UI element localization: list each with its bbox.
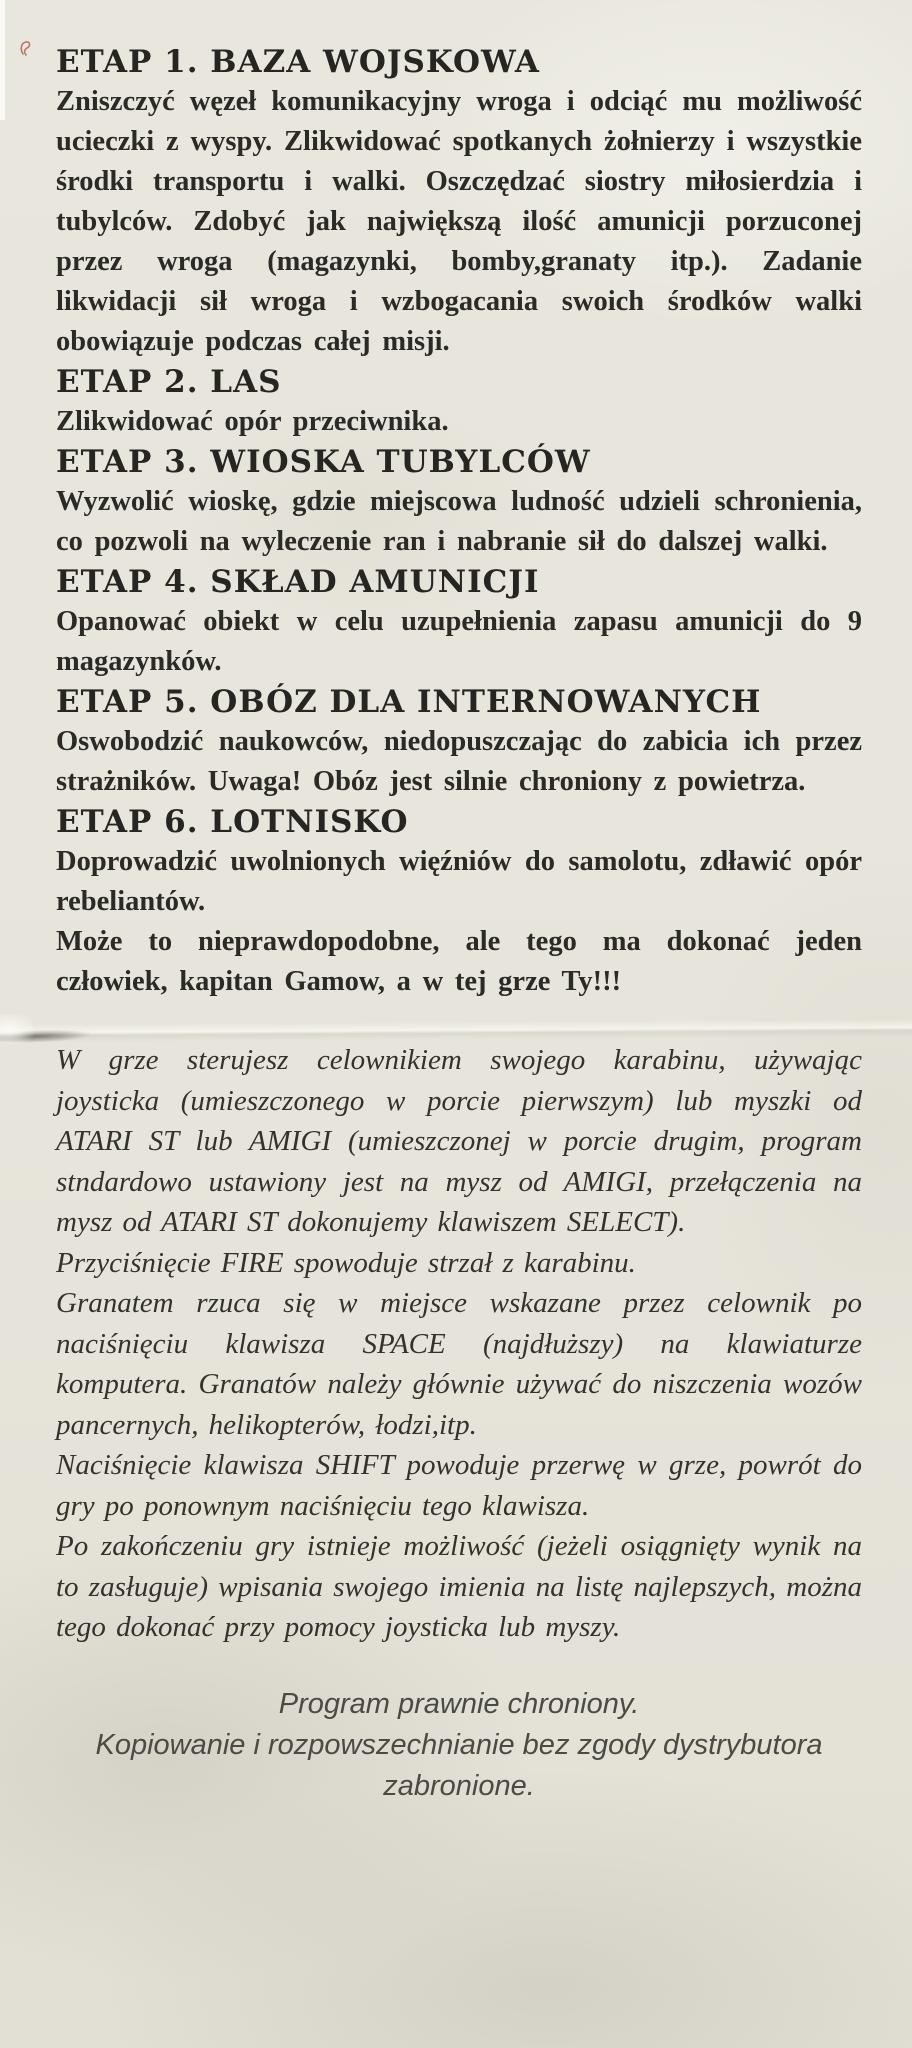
- legal-line-2: Kopiowanie i rozpowszechnianie bez zgody dystrybutora zabronione.: [95, 1728, 823, 1802]
- legal-line-1: Program prawnie chroniony.: [278, 1687, 640, 1720]
- stage-3-heading: ETAP 3. WIOSKA TUBYLCÓW: [56, 444, 591, 480]
- stage-1-description: Zniszczyć węzeł komunikacyjny wroga i odciąć mu możliwość ucieczki z wyspy. Zlikwidować spotkanych żołnierzy i wszystkie środki transportu i walki. Oszczędzać siostry miłosierdzia i tubylców. Zdobyć jak największą ilość amunicji porzuconej przez wroga (magazynki, bomby,granaty itp.). Zadanie likwidacji sił wroga i wzbogacania swoich środków walki obowiązuje podczas całej misji.: [56, 86, 862, 357]
- stage-4-heading: ETAP 4. SKŁAD AMUNICJI: [56, 564, 540, 600]
- stage-3-description: Wyzwolić wioskę, gdzie miejscowa ludność udzieli schronienia, co pozwoli na wyleczenie ran i nabranie sił do dalszej walki.: [56, 486, 862, 557]
- paper-crease-tear: [0, 1014, 34, 1044]
- stage-4-description: Opanować obiekt w celu uzupełnienia zapasu amunicji do 9 magazynków.: [56, 606, 862, 677]
- scan-edge-highlight: [0, 0, 5, 120]
- legal-notice: [56, 1684, 862, 1807]
- controls-instructions: [56, 1040, 862, 1648]
- controls-paragraph-1: W grze sterujesz celownikiem swojego karabinu, używając joysticka (umieszczonego w porcie pierwszym) lub myszki od ATARI ST lub AMIGI (umieszczonej w porcie drugim, program stndardowo ustawiony jest na mysz od AMIGI, przełączenia na mysz od ATARI ST dokonujemy klawiszem SELECT).: [56, 1044, 862, 1238]
- stage-5-description: Oswobodzić naukowców, niedopuszczając do zabicia ich przez strażników. Uwaga! Obóz jest silnie chroniony z powietrza.: [56, 726, 862, 797]
- red-pen-mark: [18, 38, 36, 60]
- controls-paragraph-5: Po zakończeniu gry istnieje możliwość (jeżeli osiągnięty wynik na to zasługuje) wpisania swojego imienia na listę najlepszych, można tego dokonać przy pomocy joysticka lub myszy.: [56, 1530, 862, 1643]
- stage-2-description: Zlikwidować opór przeciwnika.: [56, 406, 449, 437]
- controls-paragraph-4: Naciśnięcie klawisza SHIFT powoduje przerwę w grze, powrót do gry po ponownym naciśnięciu tego klawisza.: [56, 1449, 862, 1522]
- stage-6-description: Doprowadzić uwolnionych więźniów do samolotu, zdławić opór rebeliantów.: [56, 846, 862, 917]
- controls-paragraph-3: Granatem rzuca się w miejsce wskazane przez celownik po naciśnięciu klawisza SPACE (najdłuższy) na klawiaturze komputera. Granatów należy głównie używać do niszczenia wozów pancernych, helikopterów, łodzi,itp.: [56, 1287, 862, 1441]
- controls-paragraph-2: Przyciśnięcie FIRE spowoduje strzał z karabinu.: [56, 1246, 636, 1279]
- stage-2-heading: ETAP 2. LAS: [56, 364, 282, 400]
- mission-stages: [56, 42, 862, 1002]
- stage-1-heading: ETAP 1. BAZA WOJSKOWA: [56, 44, 540, 80]
- closing-note: Może to nieprawdopodobne, ale tego ma dokonać jeden człowiek, kapitan Gamow, a w tej grze Ty!!!: [56, 926, 862, 997]
- stage-6-heading: ETAP 6. LOTNISKO: [56, 804, 409, 840]
- page-content: [56, 42, 862, 1807]
- stage-5-heading: ETAP 5. OBÓZ DLA INTERNOWANYCH: [56, 684, 762, 720]
